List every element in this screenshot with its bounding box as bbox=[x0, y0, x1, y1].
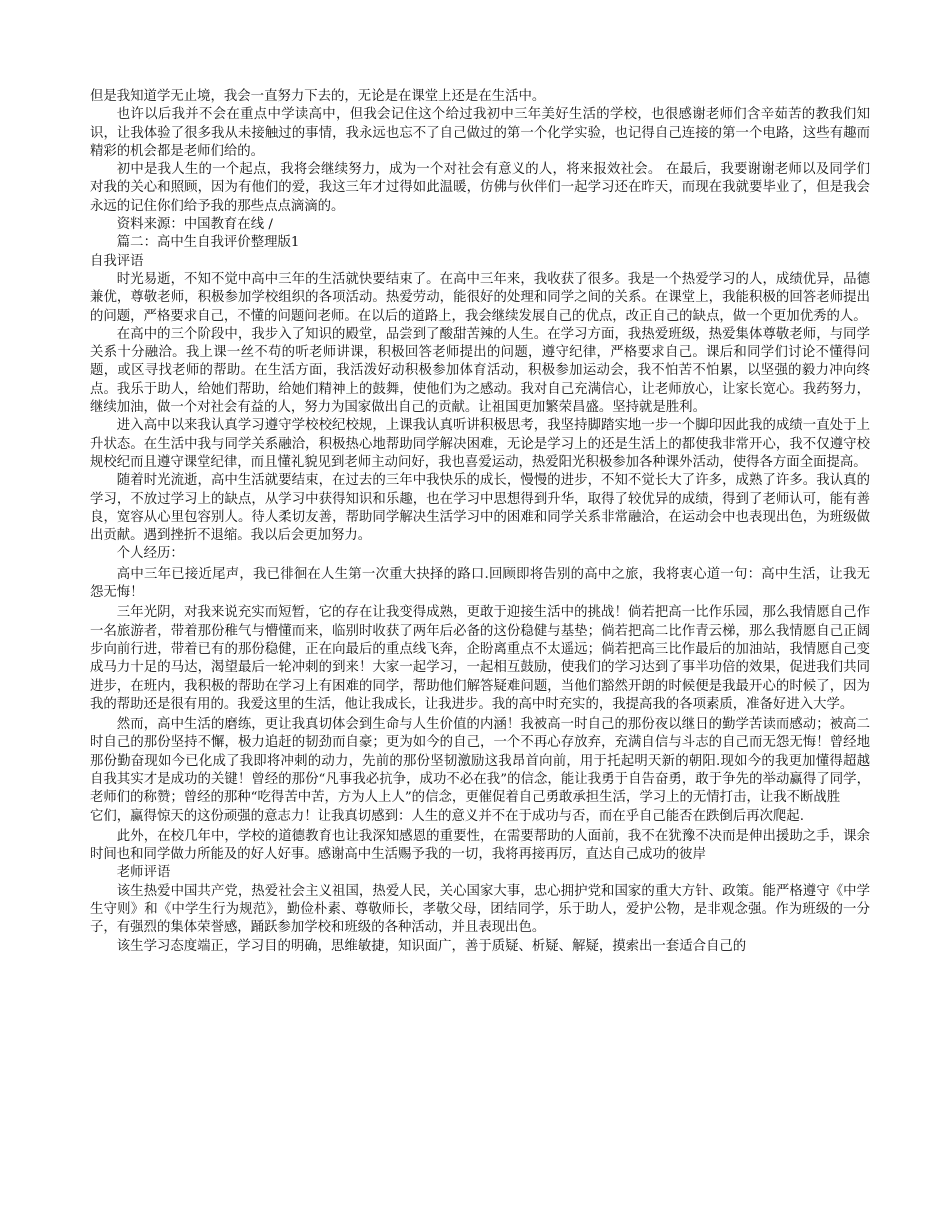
source-line: 资料来源：中国教育在线 / bbox=[116, 217, 273, 233]
section-heading-part-two: 篇二：高中生自我评价整理版1 bbox=[116, 235, 300, 251]
heading-teacher-comments: 老师评语 bbox=[116, 865, 171, 881]
paragraph-time-flies: 时光易逝，不知不觉中高中三年的生活就快要结束了。在高中三年来，我收获了很多。我是一个热爱学习的人，成绩优异，品德兼优，尊敬老师，积极参加学校组织的各项活动。热爱劳动，能很好的处理和同学之间的关系。在课堂上，我能积极的回答老师提出的问题，严格要求自己，不懂的问题问老师。在以后的道路上，我会继续发展自己的优点，改正自己的缺点，做一个更加优秀的人。 bbox=[90, 271, 870, 324]
paragraph-entering-high-school: 进入高中以来我认真学习遵守学校校纪校规，上课我认真听讲积极思考，我坚持脚踏实地一步一个脚印因此我的成绩一直处于上升状态。在生活中我与同学关系融洽，积极热心地帮助同学解决困难，无论是学习上的还是生活上的都使我非常开心，我不仅遵守校规校纪而且遵守课堂纪律，而且懂礼貌见到老师主动问好，我也喜爱运动，热爱阳光积极参加各种课外活动，使得各方面全面提高。 bbox=[90, 418, 870, 470]
paragraph-however: 然而，高中生活的磨练，更让我真切体会到生命与人生价值的内涵！我被高一时自己的那份夜以继日的勤学苦读而感动；被高二时自己的那份坚持不懈，极力追赶的韧劲而自豪；更为如今的自己，一个不再心存放弃，充满自信与斗志的自己而无怨无悔！曾经地那份勤奋现如今已化成了我即将冲刺的动力，先前的那份坚韧激励这我昂首向前，用于托起明天新的朝阳.现如今的我更加懂得超越自我其实才是成功的关键！曾经的那份“凡事我必抗争，成功不必在我”的信念，能让我勇于自告奋勇，敢于争先的举动赢得了同学，老师们的称赞；曾经的那种“吃得苦中苦，方为人上人”的信念，更催促着自己勇敢承担生活，学习上的无情打击，让我不断战胜 bbox=[90, 717, 870, 806]
paragraph-three-years: 三年光阴，对我来说充实而短暂，它的存在让我变得成熟，更敢于迎接生活中的挑战！倘若把高一比作乐园，那么我情愿自己作一名旅游者，带着那份稚气与懵懂而来，临别时收获了两年后必备的这份稳健与基垫；倘若把高二比作青云梯，那么我情愿自己正阔步向前行进，带着已有的那份稳健，正在向最后的重点线飞奔，企盼离重点不太遥远；倘若把高三比作最后的加油站，我情愿自己变成马力十足的马达，渴望最后一轮冲刺的到来！大家一起学习，一起相互鼓励，使我们的学习达到了事半功倍的效果，促进我们共同进步，在班内，我积极的帮助在学习上有困难的同学，帮助他们解答疑难问题，当他们豁然开朗的时候便是我最开心的时候了，因为我的帮助还是很有用的。我爱这里的生活，他让我成长，让我进步。我的高中时充实的，我提高我的各项素质，准备好进入大学。 bbox=[90, 605, 870, 712]
paragraph-junior-start: 初中是我人生的一个起点，我将会继续努力，成为一个对社会有意义的人，将来报效社会。 在最后，我要谢谢老师以及同学们对我的关心和照顾，因为有他们的爱，我这三年才过得如此温暖，仿佛与伙伴们一起学习还在昨天，而现在我就要毕业了，但是我会永远的记住你们给予我的那些点点滴滴的。 bbox=[90, 162, 870, 214]
heading-personal-experience: 个人经历： bbox=[116, 546, 184, 562]
paragraph-near-end: 高中三年已接近尾声，我已徘徊在人生第一次重大抉择的路口.回顾即将告别的高中之旅，我将衷心道一句：高中生活，让我无怨无悔！ bbox=[90, 566, 870, 601]
paragraph-teacher-comment-2: 该生学习态度端正，学习目的明确，思维敏捷，知识面广，善于质疑、析疑、解疑，摸索出一套适合自己的 bbox=[116, 938, 747, 954]
paragraph-thanks-school: 也许以后我并不会在重点中学读高中，但我会记住这个给过我初中三年美好生活的学校，也很感谢老师们含辛茹苦的教我们知识，让我体验了很多我从未接触过的事情，我永远也忘不了自己做过的第一个化学实验，也记得自己连接的第一个电路，这些有趣而精彩的机会都是老师们给的。 bbox=[90, 107, 870, 159]
paragraph-teacher-comment-1: 该生热爱中国共产党，热爱社会主义祖国，热爱人民，关心国家大事，忠心拥护党和国家的重大方针、政策。能严格遵守《中学生守则》和《中学生行为规范》，勤俭朴素、尊敬师长，孝敬父母，团结同学，乐于助人，爱护公物，是非观念强。作为班级的一分子，有强烈的集体荣誉感，踊跃参加学校和班级的各种活动，并且表现出色。 bbox=[90, 883, 870, 936]
paragraph-moral-education: 此外，在校几年中，学校的道德教育也让我深知感恩的重要性，在需要帮助的人面前，我不在犹豫不决而是伸出援助之手，课余时间也和同学做力所能及的好人好事。感谢高中生活赐予我的一切，我将再接再厉，直达自己成功的彼岸 bbox=[90, 828, 870, 863]
paragraph-time-passing: 随着时光流逝，高中生活就要结束，在过去的三年中我快乐的成长，慢慢的进步，不知不觉长大了许多，成熟了许多。我认真的学习，不放过学习上的缺点，从学习中获得知识和乐趣，也在学习中思想得到升华，取得了较优异的成绩，得到了老师认可，能有善良，宽容从心里包容别人。待人柔切友善，帮助同学解决生活学习中的困难和同学关系非常融洽，在运动会中也表现出色，为班级做出贡献。遇到挫折不退缩。我以后会更加努力。 bbox=[90, 473, 870, 544]
paragraph-willpower: 它们，赢得惊天的这份顽强的意志力！让我真切感到：人生的意义并不在于成功与否，而在乎自己能否在跌倒后再次爬起. bbox=[90, 808, 804, 824]
document-body bbox=[90, 88, 870, 956]
paragraph-study-endless: 但是我知道学无止境，我会一直努力下去的，无论是在课堂上还是在生活中。 bbox=[90, 89, 546, 104]
heading-self-evaluation: 自我评语 bbox=[90, 253, 144, 269]
paragraph-three-stages: 在高中的三个阶段中，我步入了知识的殿堂，品尝到了酸甜苦辣的人生。在学习方面，我热爱班级，热爱集体尊敬老师，与同学关系十分融洽。我上课一丝不苟的听老师讲课，积极回答老师提出的问题，遵守纪律，严格要求自己。课后和同学们讨论不懂得问题，或区寻找老师的帮助。在生活方面，我活泼好动积极参加体育活动，积极参加运动会，我不怕苦不怕累，以坚强的毅力冲向终点。我乐于助人，给她们帮助，给她们精神上的鼓舞，使他们为之感动。我对自己充满信心，让老师放心，让家长宽心。我药努力，继续加油，做一个对社会有益的人，努力为国家做出自己的贡献。让祖国更加繁荣昌盛。坚持就是胜利。 bbox=[90, 326, 870, 416]
